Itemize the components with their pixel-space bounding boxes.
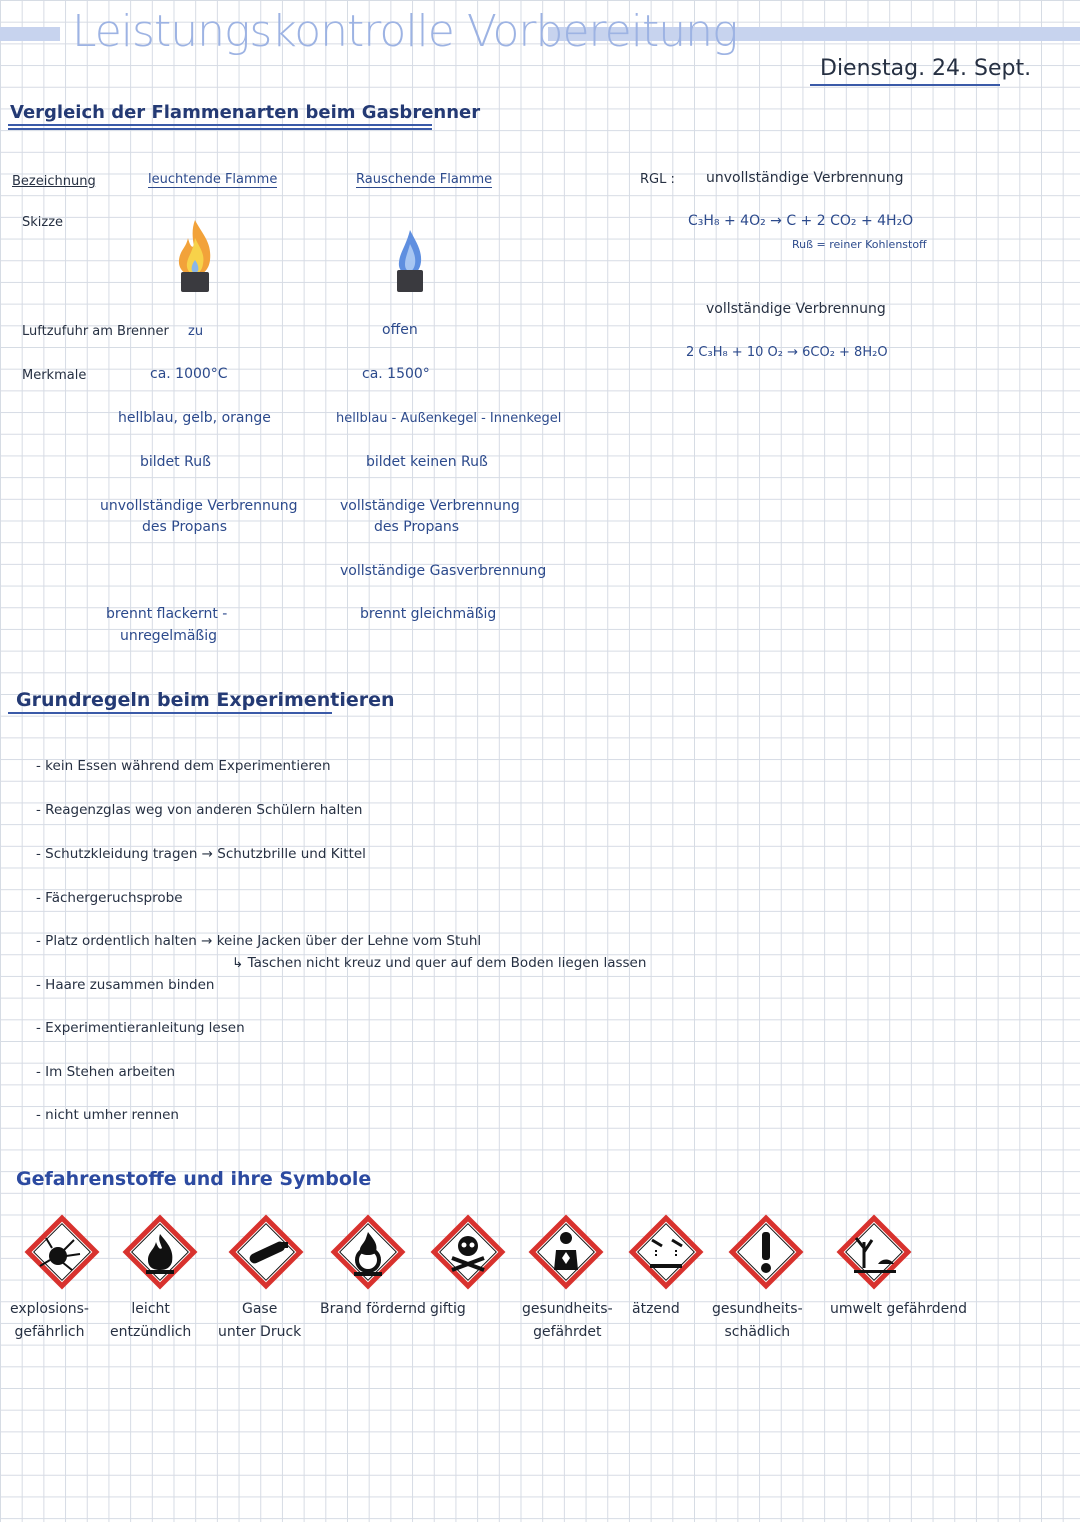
hazard-label xyxy=(10,1298,89,1344)
combustion-roaring-1: vollständige Verbrennung xyxy=(340,498,520,514)
luminous-flame-sketch xyxy=(172,216,218,296)
hazard-label xyxy=(430,1298,466,1321)
col-roaring: Rauschende Flamme xyxy=(356,172,493,187)
hazard-label-line1: giftig xyxy=(430,1301,466,1317)
incomplete-heading: unvollständige Verbrennung xyxy=(706,170,904,186)
rule-text: Reagenzglas weg von anderen Schülern halten xyxy=(45,802,363,818)
bullet-dash: - xyxy=(36,846,46,862)
rule-text: Platz ordentlich halten → keine Jacken über der Lehne vom Stuhl xyxy=(45,933,482,949)
bullet-dash: - xyxy=(36,1064,46,1080)
soot-roaring: bildet keinen Ruß xyxy=(366,454,488,470)
row-features: Merkmale xyxy=(22,368,87,383)
hazard-label xyxy=(218,1298,301,1344)
flames-heading-underline xyxy=(8,124,432,126)
burn-luminous-2: unregelmäßig xyxy=(120,628,218,644)
rule-item xyxy=(36,1107,179,1123)
hazard-label xyxy=(830,1298,967,1321)
environment-icon xyxy=(834,1212,914,1292)
bullet-dash: - xyxy=(36,802,46,818)
hazard-label-line1: ätzend xyxy=(632,1301,680,1317)
rule-text: Schutzkleidung tragen → Schutzbrille und Kittel xyxy=(45,846,366,862)
rules-heading: Grundregeln beim Experimentieren xyxy=(16,689,395,711)
row-sketch: Skizze xyxy=(22,215,64,230)
title-band-left xyxy=(0,27,60,41)
date: Dienstag. 24. Sept. xyxy=(820,56,1032,81)
temp-roaring: ca. 1500° xyxy=(362,366,430,382)
rule-text: Im Stehen arbeiten xyxy=(45,1064,176,1080)
air-luminous: zu xyxy=(188,324,204,339)
hazard-label-line1: Gase xyxy=(241,1301,278,1317)
rule-item xyxy=(36,1020,245,1036)
burn-luminous-1: brennt flackernt - xyxy=(106,606,228,622)
bullet-dash: - xyxy=(36,1107,46,1123)
hazard-label xyxy=(320,1298,426,1321)
rule-item xyxy=(36,890,183,906)
bullet-dash: - xyxy=(36,933,46,949)
hazard-label-line2: unter Druck xyxy=(218,1324,302,1340)
gas-cylinder-icon xyxy=(226,1212,306,1292)
bullet-dash: - xyxy=(36,758,46,774)
rule-text: Fächergeruchsprobe xyxy=(45,890,183,906)
burn-roaring: brennt gleichmäßig xyxy=(360,606,497,622)
complete-heading: vollständige Verbrennung xyxy=(706,301,886,317)
health-hazard-icon xyxy=(526,1212,606,1292)
hazard-label-line1: gesundheits- xyxy=(522,1301,613,1317)
color-roaring: hellblau - Außenkegel - Innenkegel xyxy=(336,411,562,426)
hazard-label-line1: gesundheits- xyxy=(712,1301,803,1317)
rule-text: Haare zusammen binden xyxy=(45,977,215,993)
combustion-luminous-2: des Propans xyxy=(142,519,228,535)
rule-item xyxy=(36,846,366,862)
hazard-label-line2: gefährlich xyxy=(14,1324,85,1340)
flame-over-circle-icon xyxy=(328,1212,408,1292)
hazard-label xyxy=(712,1298,803,1344)
combustion-roaring-2: des Propans xyxy=(374,519,460,535)
exclamation-mark-icon xyxy=(726,1212,806,1292)
hazard-label-line1: Brand fördernd xyxy=(320,1301,426,1317)
hazard-label-line1: leicht xyxy=(131,1301,170,1317)
hazard-label xyxy=(110,1298,191,1344)
corrosion-icon xyxy=(626,1212,706,1292)
rule-item xyxy=(36,802,362,818)
rgl-label: RGL : xyxy=(640,172,675,187)
rules-heading-underline xyxy=(8,712,332,714)
temp-luminous: ca. 1000°C xyxy=(150,366,228,382)
date-underline xyxy=(810,84,1000,86)
skull-crossbones-icon xyxy=(428,1212,508,1292)
hazard-label-line2: schädlich xyxy=(724,1324,791,1340)
soot-luminous: bildet Ruß xyxy=(140,454,211,470)
hazard-label-line2: gefährdet xyxy=(533,1324,602,1340)
bullet-dash: - xyxy=(36,1020,46,1036)
sub-rule: ↳ Taschen nicht kreuz und quer auf dem Boden liegen lassen xyxy=(232,955,647,971)
incomplete-note: Ruß = reiner Kohlenstoff xyxy=(792,238,927,251)
rule-text: kein Essen während dem Experimentieren xyxy=(45,758,331,774)
gas-roaring: vollständige Gasverbrennung xyxy=(340,563,547,579)
rule-item xyxy=(36,933,481,949)
row-air: Luftzufuhr am Brenner xyxy=(22,324,169,339)
col-luminous: leuchtende Flamme xyxy=(148,172,278,187)
hazard-label xyxy=(632,1298,680,1321)
rule-text: Experimentieranleitung lesen xyxy=(45,1020,245,1036)
bullet-dash: - xyxy=(36,977,46,993)
flames-heading-underline-2 xyxy=(8,128,432,130)
rule-item xyxy=(36,977,214,993)
incomplete-equation: C₃H₈ + 4O₂ → C + 2 CO₂ + 4H₂O xyxy=(688,213,914,229)
complete-equation: 2 C₃H₈ + 10 O₂ → 6CO₂ + 8H₂O xyxy=(686,345,888,360)
rule-item xyxy=(36,1064,175,1080)
roaring-flame-sketch xyxy=(390,228,430,296)
hazard-label-line1: umwelt gefährdend xyxy=(830,1301,968,1317)
air-roaring: offen xyxy=(382,322,418,338)
exploding-bomb-icon xyxy=(22,1212,102,1292)
bullet-dash: - xyxy=(36,890,46,906)
hazards-heading: Gefahrenstoffe und ihre Symbole xyxy=(16,1168,372,1190)
hazard-label xyxy=(522,1298,613,1344)
flames-heading: Vergleich der Flammenarten beim Gasbrenner xyxy=(10,102,481,123)
combustion-luminous-1: unvollständige Verbrennung xyxy=(100,498,298,514)
rule-text: nicht umher rennen xyxy=(45,1107,179,1123)
flame-icon xyxy=(120,1212,200,1292)
hazard-label-line2: entzündlich xyxy=(110,1324,192,1340)
color-luminous: hellblau, gelb, orange xyxy=(118,410,271,426)
rule-item xyxy=(36,758,331,774)
hazard-label-line1: explosions- xyxy=(10,1301,89,1317)
col-label: Bezeichnung xyxy=(12,174,96,189)
page-title: Leistungskontrolle Vorbereitung xyxy=(72,6,738,57)
